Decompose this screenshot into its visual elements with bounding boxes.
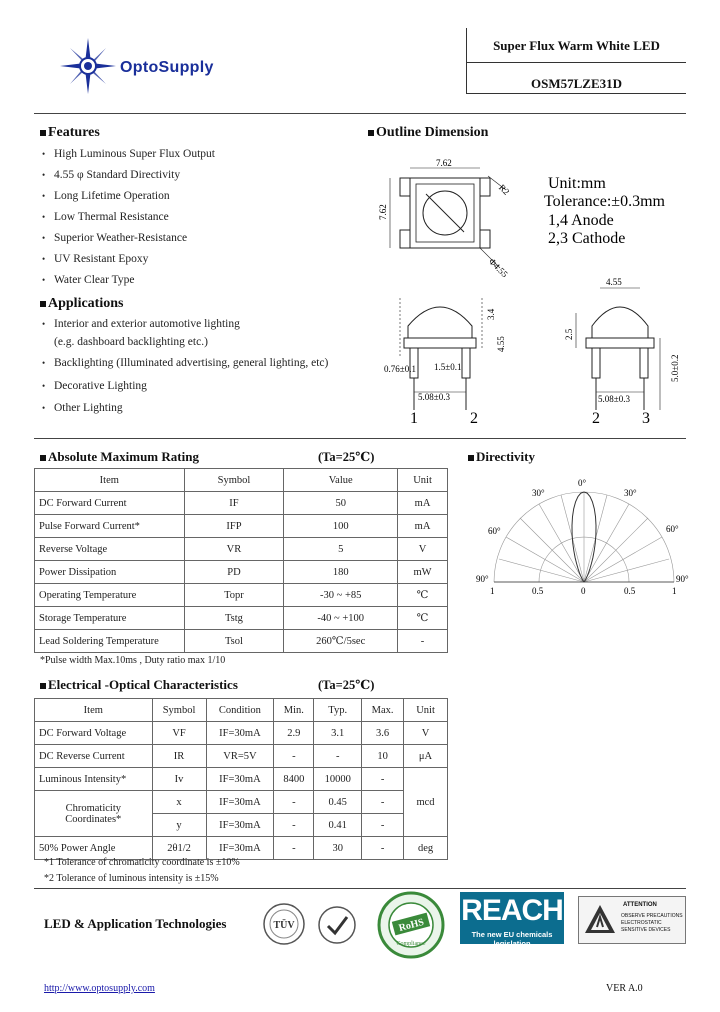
dim-side-height: 2.5	[564, 328, 574, 340]
package-side-view	[576, 288, 660, 410]
dim-side-height: 7.62	[378, 204, 388, 220]
table-header-row	[35, 699, 448, 722]
attention-lines: OBSERVE PRECAUTIONS ELECTROSTATIC SENSITIVE DEVICES	[621, 913, 683, 933]
angle-label: 0°	[578, 478, 587, 488]
dim-height-b: 4.55	[496, 336, 506, 352]
website-link[interactable]: http://www.optosupply.com	[44, 983, 155, 994]
dim-top-width: 7.62	[436, 158, 452, 168]
col-condition: Condition	[206, 699, 274, 722]
table-row: Operating Temperature Topr -30 ~ +85 ℃	[35, 584, 448, 607]
scale-label: 0.5	[624, 586, 636, 596]
col-symbol: Symbol	[184, 469, 284, 492]
table-header-row	[35, 469, 448, 492]
title-box	[466, 28, 686, 94]
company-tagline: LED & Application Technologies	[44, 916, 227, 931]
part-number: OSM57LZE31D	[530, 76, 622, 91]
dim-radius: R2	[496, 182, 512, 197]
table-row: Chromaticity Coordinates* x IF=30mA - 0.45 -	[35, 791, 448, 814]
table-row: DC Forward Voltage VF IF=30mA 2.9 3.1 3.6 V	[35, 722, 448, 745]
tolerance-note: Tolerance:±0.3mm	[544, 193, 665, 210]
pin-2-label: 2	[470, 410, 478, 427]
reach-subtext: The new EU chemicals legislation	[471, 930, 553, 948]
angle-label: 30°	[624, 488, 637, 498]
esd-warning-icon	[583, 903, 617, 937]
dim-pitch: 5.08±0.3	[418, 392, 450, 402]
table-row: Storage Temperature Tstg -40 ~ +100 ℃	[35, 607, 448, 630]
anode-note: 1,4 Anode	[548, 212, 614, 229]
outline-drawing	[370, 148, 690, 438]
dim-lens-diameter: 4.55	[606, 277, 622, 287]
tuv-text: TÜV	[273, 920, 295, 931]
scale-label: 0.5	[532, 586, 544, 596]
abs-max-heading: Absolute Maximum Rating	[40, 449, 199, 465]
reach-text: REACH	[461, 894, 563, 927]
header-rule	[34, 113, 686, 114]
rohs-subtext: Compliance	[396, 941, 426, 947]
applications-list	[38, 315, 378, 419]
table-row: 50% Power Angle 2θ1/2 IF=30mA - 30 - deg	[35, 837, 448, 860]
version-label: VER A.0	[606, 983, 643, 994]
angle-label: 30°	[532, 488, 545, 498]
dim-pitch-side: 5.08±0.3	[598, 394, 630, 404]
outline-heading: Outline Dimension	[368, 125, 488, 141]
feature-item: • Water Clear Type	[38, 270, 358, 291]
esd-attention-label	[578, 896, 686, 944]
abs-max-condition: (Ta=25℃)	[318, 450, 375, 464]
section-rule	[34, 438, 686, 439]
eo-note-2: *2 Tolerance of luminous intensity is ±15%	[44, 873, 219, 884]
angle-label: 60°	[666, 524, 679, 534]
features-heading: Features	[40, 125, 100, 141]
quality-mark-icon	[314, 904, 360, 946]
application-item: • Other Lighting	[38, 397, 378, 419]
col-unit: Unit	[398, 469, 448, 492]
application-item: • Interior and exterior automotive lighting	[38, 315, 378, 333]
polar-grid	[494, 492, 674, 582]
table-row: Reverse Voltage VR 5 V	[35, 538, 448, 561]
applications-heading: Applications	[40, 296, 123, 312]
application-item-note: (e.g. dashboard backlighting etc.)	[54, 336, 208, 348]
col-symbol: Symbol	[152, 699, 206, 722]
table-row: Lead Soldering Temperature Tsol 260℃/5sec -	[35, 630, 448, 653]
col-item: Item	[35, 699, 153, 722]
col-min: Min.	[274, 699, 314, 722]
attention-title: ATTENTION	[623, 902, 657, 908]
angle-label: 60°	[488, 526, 501, 536]
brand-name: OptoSupply	[120, 59, 214, 76]
feature-item: • UV Resistant Epoxy	[38, 249, 358, 270]
pin-1-label: 1	[410, 410, 418, 427]
col-unit: Unit	[404, 699, 448, 722]
application-item: • Backlighting (Illuminated advertising, general lighting, etc)	[38, 351, 378, 375]
feature-item: • High Luminous Super Flux Output	[38, 144, 358, 165]
tuv-badge-icon	[262, 902, 306, 946]
dim-lead-width-1: 0.76±0.1	[384, 364, 416, 374]
product-line: Super Flux Warm White LED	[493, 38, 660, 53]
scale-label: 1	[672, 586, 677, 596]
feature-item: • Superior Weather-Resistance	[38, 228, 358, 249]
col-item: Item	[35, 469, 185, 492]
table-row: Luminous Intensity* Iv IF=30mA 8400 10000 - mcd	[35, 768, 448, 791]
table-row: Power Dissipation PD 180 mW	[35, 561, 448, 584]
angle-label: 90°	[476, 574, 489, 584]
dim-total-height: 5.0±0.2	[670, 354, 680, 382]
application-item: • Decorative Lighting	[38, 375, 378, 397]
pin-2-side-label: 2	[592, 410, 600, 427]
dim-lead-width-2: 1.5±0.1	[434, 362, 462, 372]
optosupply-logo	[58, 36, 288, 96]
scale-label: 1	[490, 586, 495, 596]
dim-height-a: 3.4	[486, 308, 496, 320]
feature-item: • Long Lifetime Operation	[38, 186, 358, 207]
col-max: Max.	[362, 699, 404, 722]
eo-condition: (Ta=25℃)	[318, 678, 375, 692]
table-row: DC Reverse Current IR VR=5V - - 10 μA	[35, 745, 448, 768]
title-divider	[467, 62, 686, 63]
rohs-text: RoHS	[397, 916, 426, 935]
pin-3-label: 3	[642, 410, 650, 427]
col-value: Value	[284, 469, 398, 492]
unit-note: Unit:mm	[548, 175, 606, 192]
feature-item: • 4.55 φ Standard Directivity	[38, 165, 358, 186]
star-logo-icon	[58, 36, 118, 96]
abs-max-note: *Pulse width Max.10ms , Duty ratio max 1/10	[40, 655, 226, 666]
eo-note-1: *1 Tolerance of chromaticity coordinate is ±10%	[44, 857, 240, 868]
table-row: DC Forward Current IF 50 mA	[35, 492, 448, 515]
angle-label: 90°	[676, 574, 689, 584]
chromaticity-label: Chromaticity Coordinates*	[35, 791, 153, 837]
rohs-badge-icon	[376, 890, 446, 960]
dim-chamfer: Φ4.55	[486, 256, 510, 280]
abs-max-table	[34, 468, 448, 653]
directivity-chart	[474, 470, 694, 600]
feature-item: • Low Thermal Resistance	[38, 207, 358, 228]
cathode-note: 2,3 Cathode	[548, 230, 626, 247]
table-row: Pulse Forward Current* IFP 100 mA	[35, 515, 448, 538]
reach-logo	[460, 892, 564, 948]
directivity-heading: Directivity	[468, 449, 535, 465]
features-list	[38, 144, 358, 291]
scale-label: 0	[581, 586, 586, 596]
table-row: y IF=30mA - 0.41 -	[35, 814, 448, 837]
eo-heading: Electrical -Optical Characteristics	[40, 677, 238, 693]
footer-rule	[34, 888, 686, 889]
eo-table	[34, 698, 448, 860]
col-typ: Typ.	[314, 699, 362, 722]
